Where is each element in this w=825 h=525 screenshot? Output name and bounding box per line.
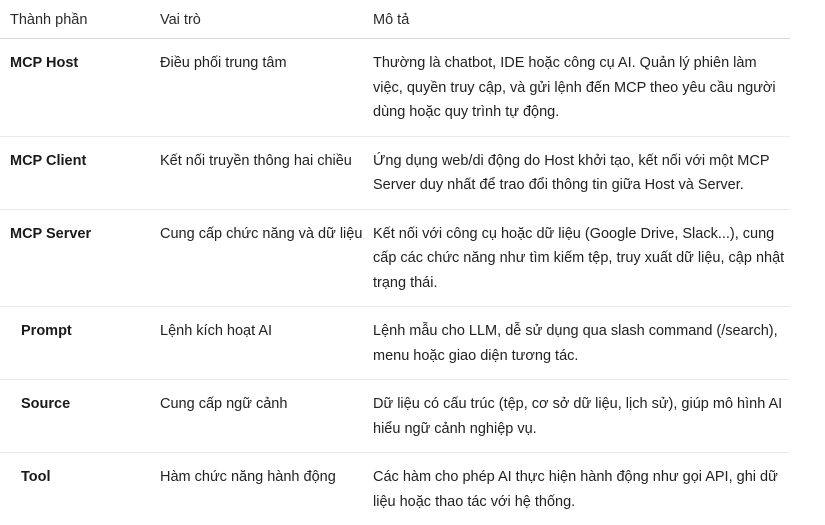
table-row xyxy=(0,39,790,137)
component-name: Source xyxy=(0,380,150,453)
table-row xyxy=(0,307,790,380)
header-row xyxy=(0,0,790,39)
component-description: Thường là chatbot, IDE hoặc công cụ AI. Quản lý phiên làm việc, quyền truy cập, và gửi lệnh đến MCP theo yêu cầu người dùng hoặc quy trình tự động. xyxy=(363,39,790,137)
component-role: Lệnh kích hoạt AI xyxy=(150,307,363,380)
component-role: Cung cấp chức năng và dữ liệu xyxy=(150,209,363,307)
table-row xyxy=(0,209,790,307)
component-description: Kết nối với công cụ hoặc dữ liệu (Google Drive, Slack...), cung cấp các chức năng như tìm kiếm tệp, truy xuất dữ liệu, cập nhật trạng thái. xyxy=(363,209,790,307)
component-name: Prompt xyxy=(0,307,150,380)
component-name: MCP Client xyxy=(0,136,150,209)
column-header-role: Vai trò xyxy=(150,0,363,39)
table-header xyxy=(0,0,790,39)
table-row xyxy=(0,136,790,209)
component-description: Các hàm cho phép AI thực hiện hành động như gọi API, ghi dữ liệu hoặc thao tác với hệ thống. xyxy=(363,453,790,525)
component-role: Hàm chức năng hành động xyxy=(150,453,363,525)
component-description: Lệnh mẫu cho LLM, dễ sử dụng qua slash command (/search), menu hoặc giao diện tương tác. xyxy=(363,307,790,380)
component-name: MCP Server xyxy=(0,209,150,307)
table-row xyxy=(0,380,790,453)
component-role: Điều phối trung tâm xyxy=(150,39,363,137)
component-role: Cung cấp ngữ cảnh xyxy=(150,380,363,453)
column-header-description: Mô tả xyxy=(363,0,790,39)
component-name: MCP Host xyxy=(0,39,150,137)
component-description: Ứng dụng web/di động do Host khởi tạo, kết nối với một MCP Server duy nhất để trao đổi thông tin giữa Host và Server. xyxy=(363,136,790,209)
table-row xyxy=(0,453,790,525)
table-body xyxy=(0,39,790,525)
component-role: Kết nối truyền thông hai chiều xyxy=(150,136,363,209)
component-description: Dữ liệu có cấu trúc (tệp, cơ sở dữ liệu, lịch sử), giúp mô hình AI hiểu ngữ cảnh nghiệp vụ. xyxy=(363,380,790,453)
component-name: Tool xyxy=(0,453,150,525)
column-header-component: Thành phần xyxy=(0,0,150,39)
